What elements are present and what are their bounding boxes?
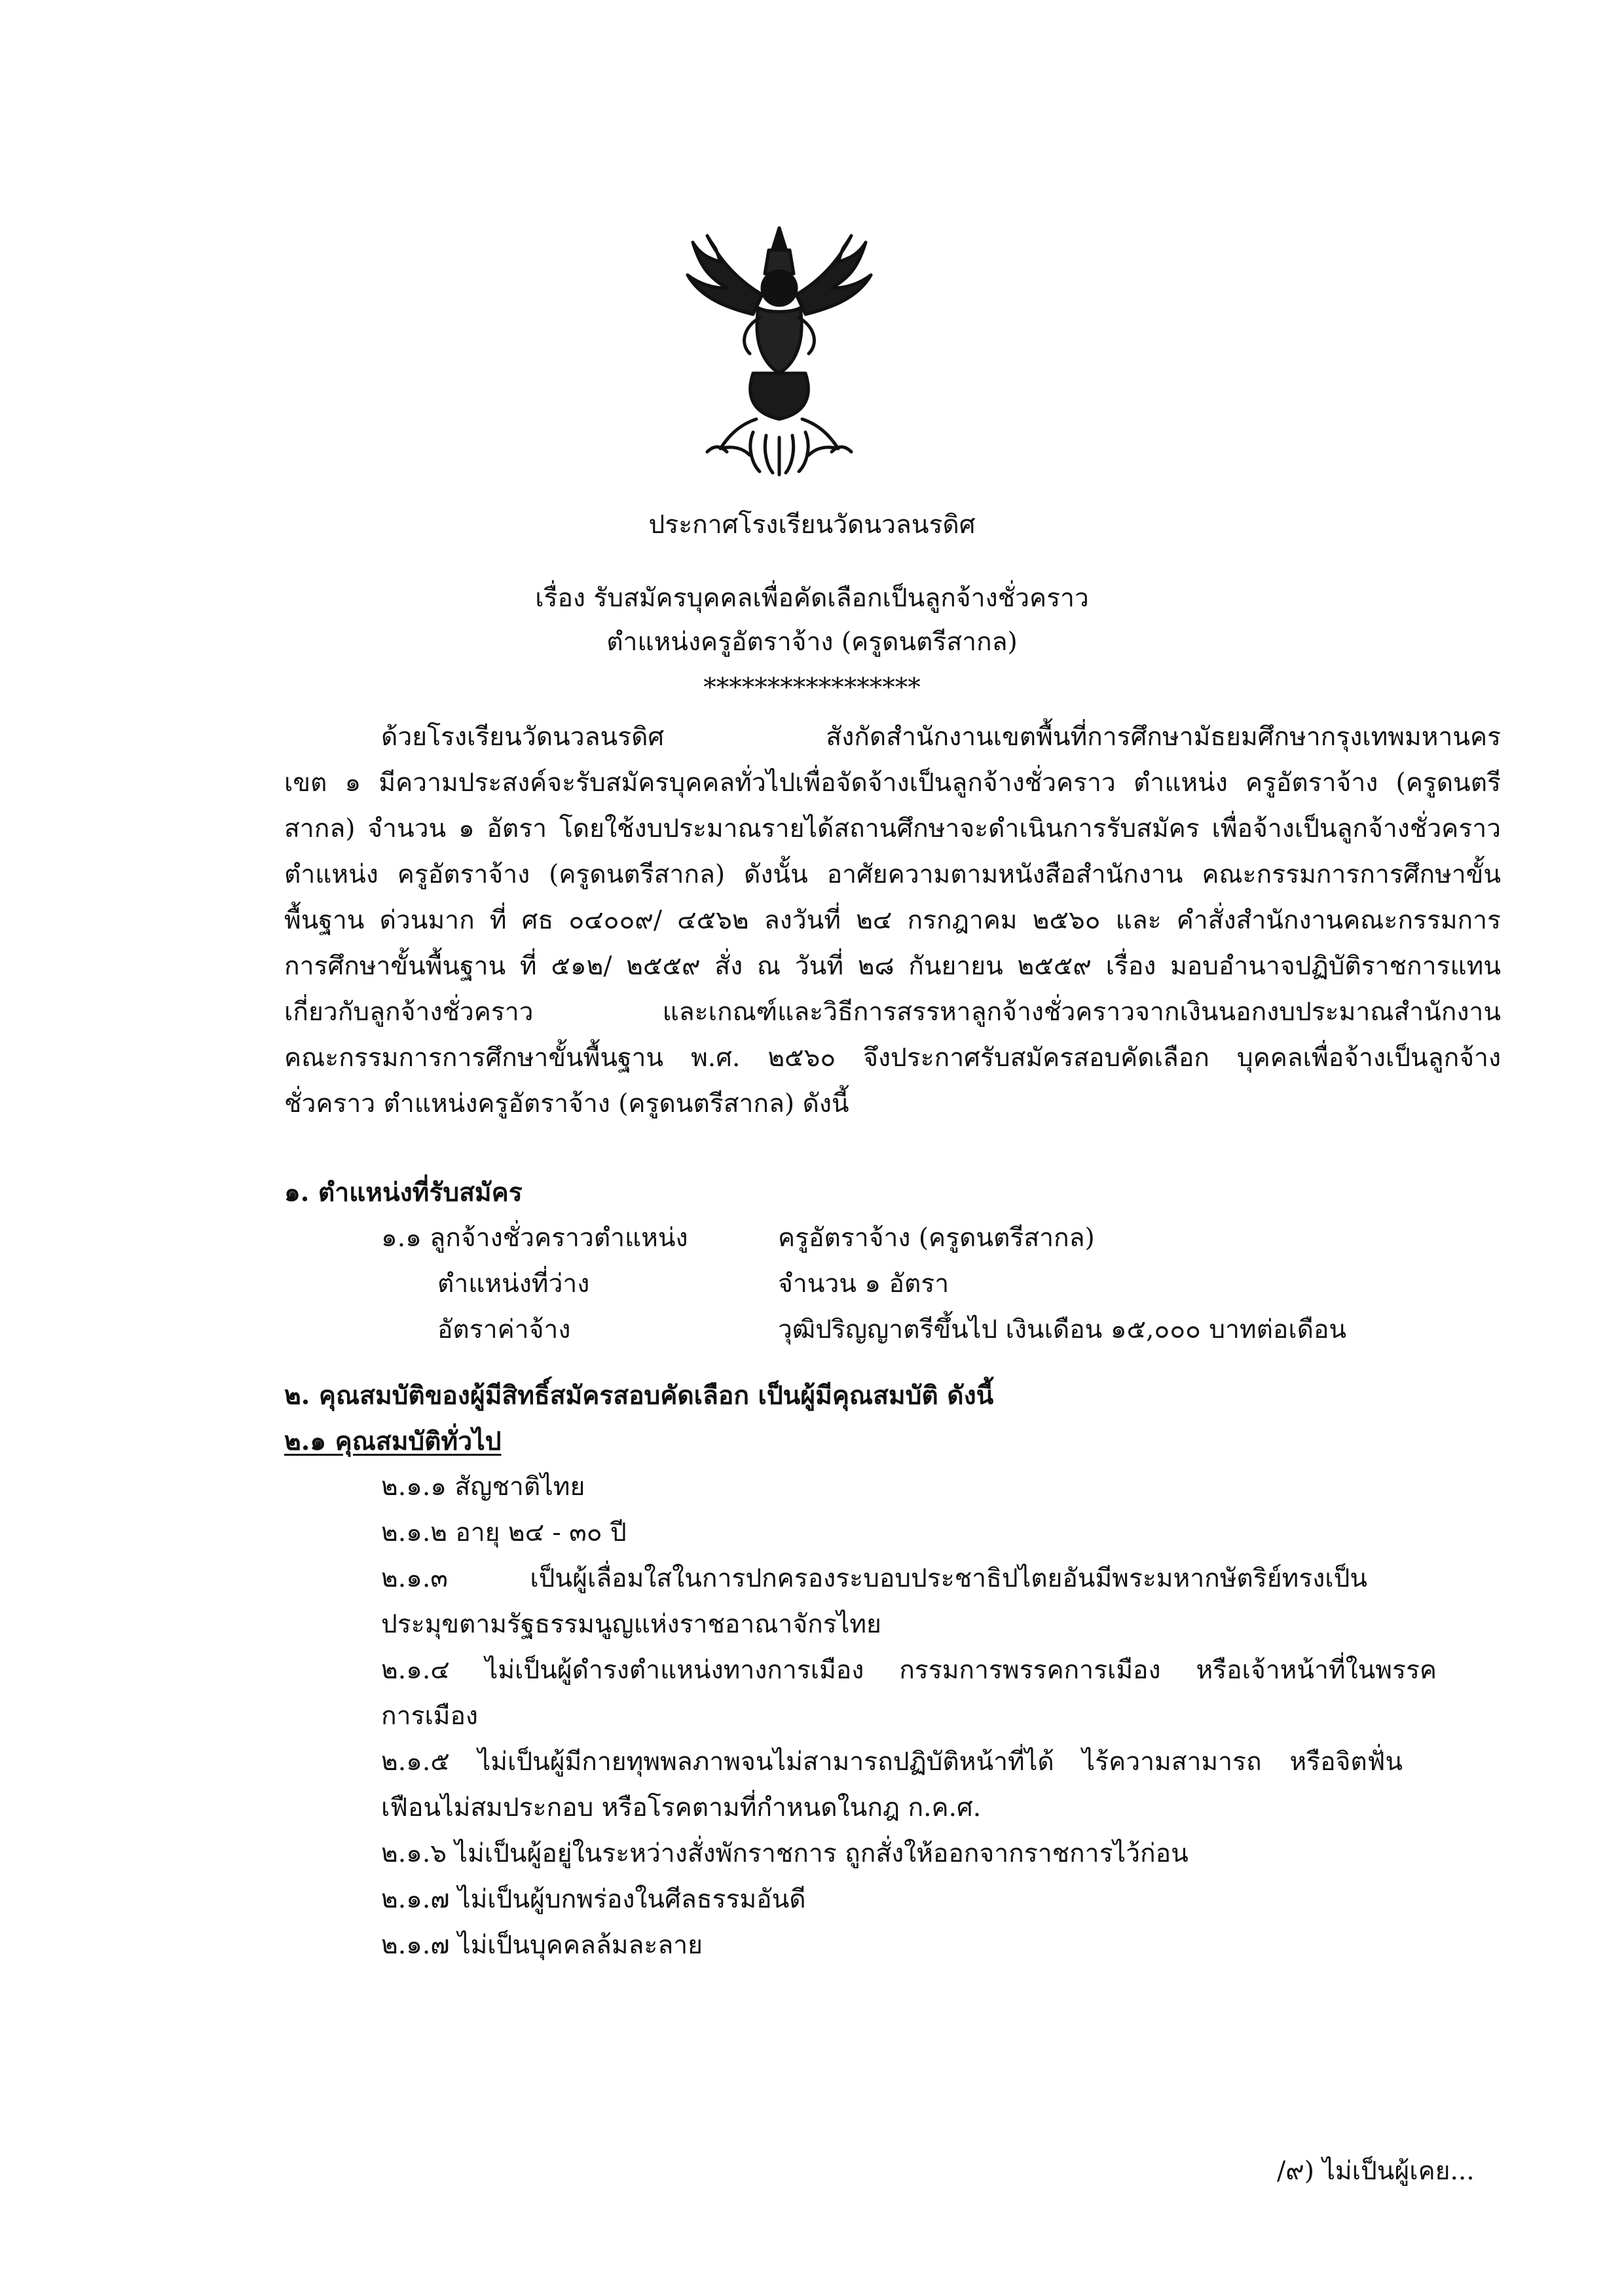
subject-line-1: เรื่อง รับสมัครบุคคลเพื่อคัดเลือกเป็นลูกจ้างชั่วคราว bbox=[535, 583, 1089, 613]
garuda-emblem-icon bbox=[681, 223, 877, 478]
intro-line: ด้วยโรงเรียนวัดนวลนรดิศ สังกัดสำนักงานเขตพื้นที่การศึกษามัธยมศึกษากรุงเทพมหานคร bbox=[381, 722, 1501, 752]
qualification-item: ๒.๑.๒ อายุ ๒๔ - ๓๐ ปี bbox=[381, 1518, 627, 1547]
qualification-item: ๒.๑.๗ ไม่เป็นผู้บกพร่องในศีลธรรมอันดี bbox=[381, 1885, 806, 1914]
separator-stars: ***************** bbox=[703, 673, 921, 703]
intro-line: คณะกรรมการการศึกษาขั้นพื้นฐาน พ.ศ. ๒๕๖๐ จึงประกาศรับสมัครสอบคัดเลือก บุคคลเพื่อจ้างเป็นลูกจ้าง bbox=[284, 1043, 1501, 1073]
section-2-heading: ๒. คุณสมบัติของผู้มีสิทธิ์สมัครสอบคัดเลือก เป็นผู้มีคุณสมบัติ ดังนี้ bbox=[284, 1380, 994, 1411]
position-label: ๑.๑ ลูกจ้างชั่วคราวตำแหน่ง bbox=[381, 1223, 688, 1253]
intro-line: เขต ๑ มีความประสงค์จะรับสมัครบุคคลทั่วไปเพื่อจัดจ้างเป็นลูกจ้างชั่วคราว ตำแหน่ง ครูอัตราจ้าง (ครูดนตรี bbox=[284, 768, 1501, 798]
subject-line-2: ตำแหน่งครูอัตราจ้าง (ครูดนตรีสากล) bbox=[606, 627, 1018, 657]
qualification-item: ๒.๑.๗ ไม่เป็นบุคคลล้มละลาย bbox=[381, 1931, 703, 1960]
position-value: ครูอัตราจ้าง (ครูดนตรีสากล) bbox=[778, 1223, 1095, 1253]
vacancy-value: จำนวน ๑ อัตรา bbox=[778, 1269, 950, 1299]
section-2-1-subheading: ๒.๑ คุณสมบัติทั่วไป bbox=[284, 1426, 502, 1456]
qualification-item-continued: ประมุขตามรัฐธรรมนูญแห่งราชอาณาจักรไทย bbox=[381, 1610, 881, 1639]
intro-line: สากล) จำนวน ๑ อัตรา โดยใช้งบประมาณรายได้สถานศึกษาจะดำเนินการรับสมัคร เพื่อจ้างเป็นลูกจ้างชั่วคราว bbox=[284, 814, 1501, 843]
intro-line: ชั่วคราว ตำแหน่งครูอัตราจ้าง (ครูดนตรีสากล) ดังนี้ bbox=[284, 1089, 849, 1118]
announcement-title: ประกาศโรงเรียนวัดนวลนรดิศ bbox=[648, 510, 976, 540]
qualification-item-continued: เฟือนไม่สมประกอบ หรือโรคตามที่กำหนดในกฎ ก.ค.ศ. bbox=[381, 1793, 982, 1822]
qualification-item: ๒.๑.๔ ไม่เป็นผู้ดำรงตำแหน่งทางการเมือง กรรมการพรรคการเมือง หรือเจ้าหน้าที่ในพรรค bbox=[381, 1655, 1437, 1685]
wage-value: วุฒิปริญญาตรีขึ้นไป เงินเดือน ๑๕,๐๐๐ บาทต่อเดือน bbox=[778, 1315, 1347, 1344]
qualification-item: ๒.๑.๑ สัญชาติไทย bbox=[381, 1472, 585, 1502]
qualification-item-continued: การเมือง bbox=[381, 1701, 478, 1731]
qualification-item: ๒.๑.๖ ไม่เป็นผู้อยู่ในระหว่างสั่งพักราชการ ถูกสั่งให้ออกจากราชการไว้ก่อน bbox=[381, 1839, 1189, 1868]
wage-label: อัตราค่าจ้าง bbox=[437, 1315, 571, 1344]
intro-line: การศึกษาขั้นพื้นฐาน ที่ ๕๑๒/ ๒๕๕๙ สั่ง ณ วันที่ ๒๘ กันยายน ๒๕๕๙ เรื่อง มอบอำนาจปฏิบัติราชการแทน bbox=[284, 952, 1501, 981]
qualification-item: ๒.๑.๕ ไม่เป็นผู้มีกายทุพพลภาพจนไม่สามารถปฏิบัติหน้าที่ได้ ไร้ความสามารถ หรือจิตฟั่น bbox=[381, 1747, 1403, 1777]
section-1-heading: ๑. ตำแหน่งที่รับสมัคร bbox=[284, 1177, 523, 1208]
intro-line: เกี่ยวกับลูกจ้างชั่วคราว และเกณฑ์และวิธีการสรรหาลูกจ้างชั่วคราวจากเงินนอกงบประมาณสำนักงาน bbox=[284, 997, 1501, 1027]
intro-line: ตำแหน่ง ครูอัตราจ้าง (ครูดนตรีสากล) ดังนั้น อาศัยความตามหนังสือสำนักงาน คณะกรรมการการศึกษาขั้น bbox=[284, 860, 1501, 889]
page-continuation: /๙) ไม่เป็นผู้เคย... bbox=[1277, 2156, 1475, 2186]
qualification-item: ๒.๑.๓ เป็นผู้เลื่อมใสในการปกครองระบอบประชาธิปไตยอันมีพระมหากษัตริย์ทรงเป็น bbox=[381, 1564, 1367, 1593]
vacancy-label: ตำแหน่งที่ว่าง bbox=[437, 1269, 590, 1299]
intro-line: พื้นฐาน ด่วนมาก ที่ ศธ ๐๔๐๐๙/ ๔๕๖๒ ลงวันที่ ๒๔ กรกฎาคม ๒๕๖๐ และ คำสั่งสำนักงานคณะกรรมการ bbox=[284, 906, 1501, 935]
